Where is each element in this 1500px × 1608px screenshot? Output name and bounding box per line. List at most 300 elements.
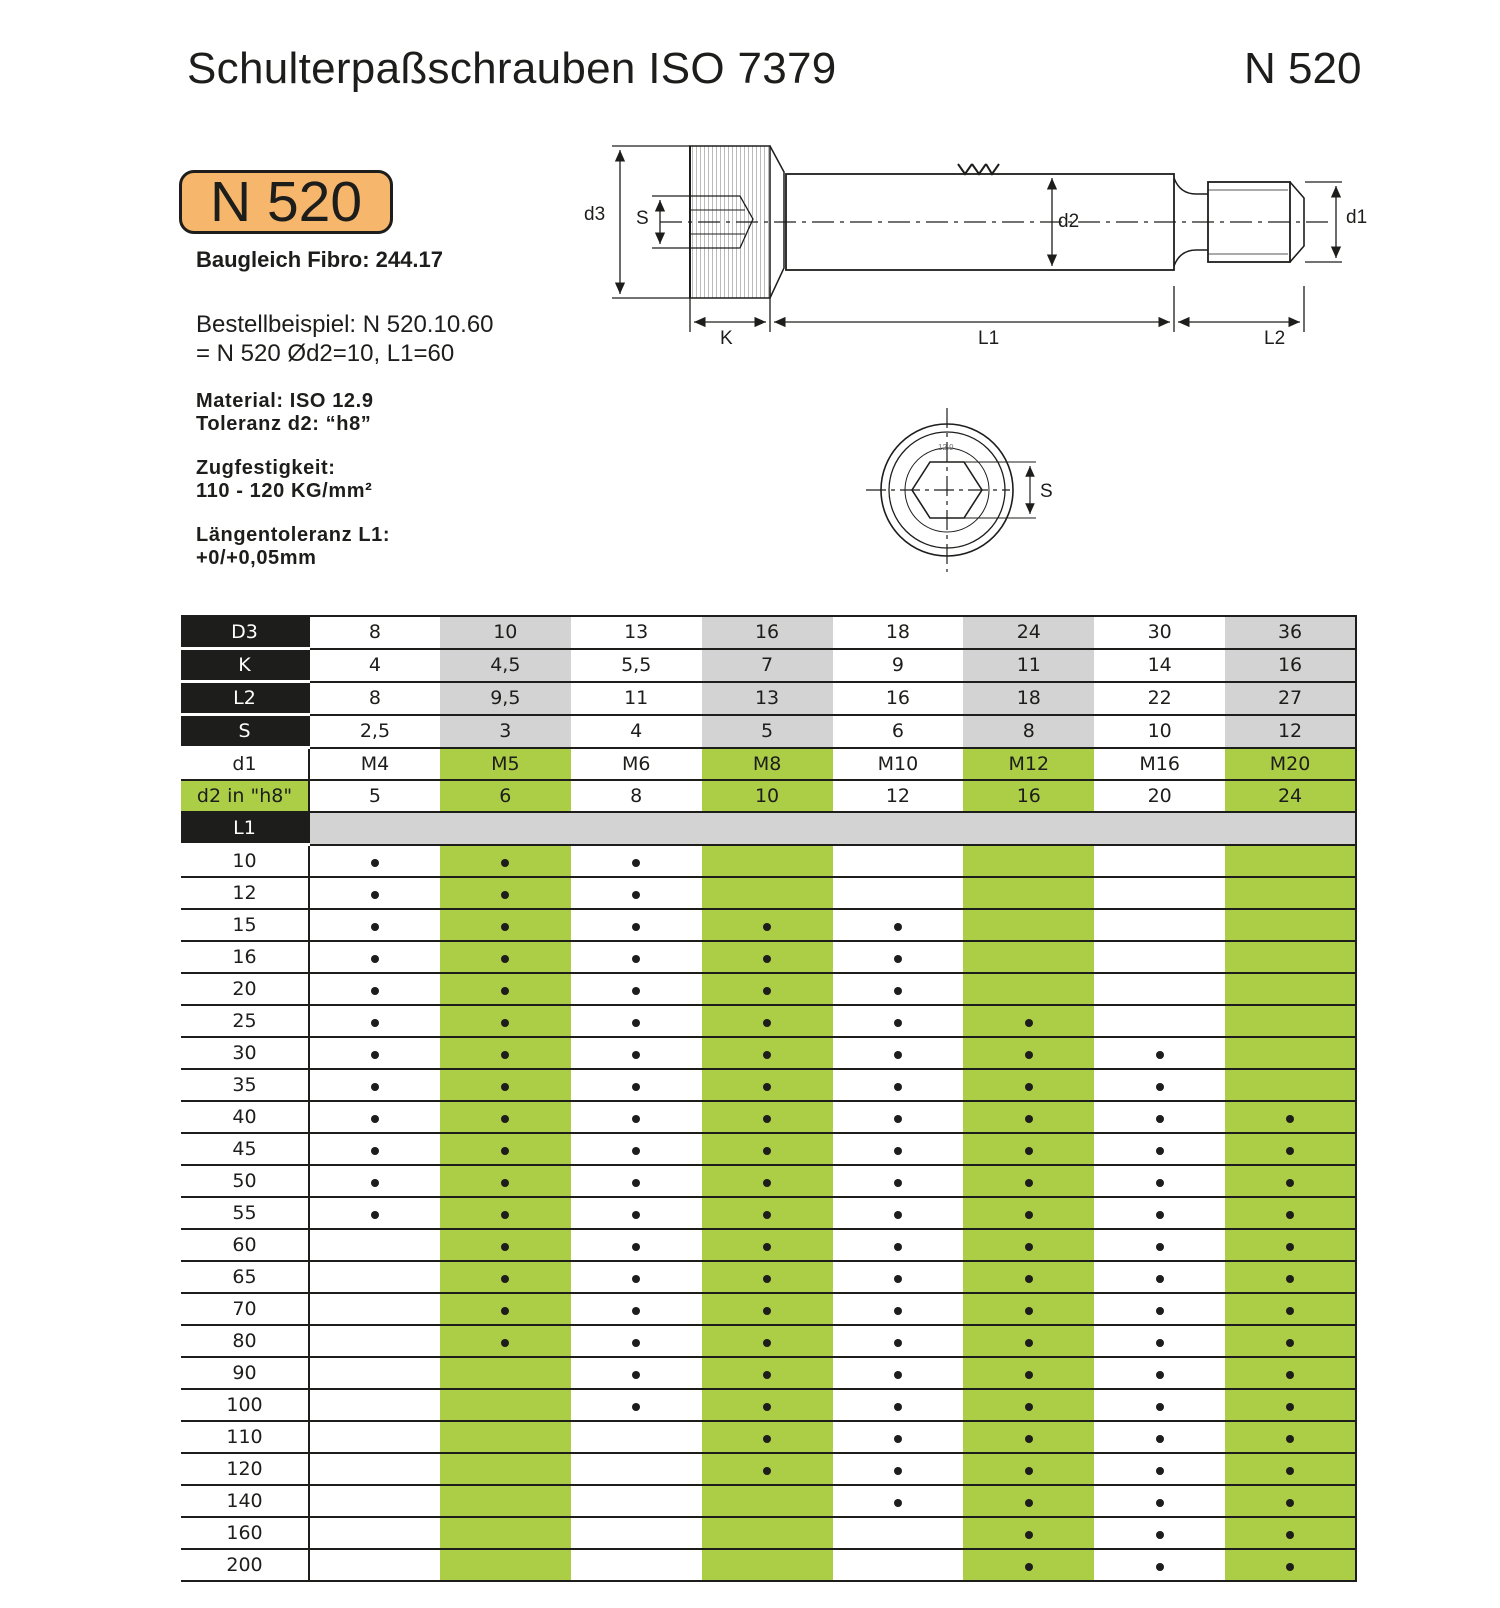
availability-dot	[1025, 1019, 1033, 1027]
dimension-row	[181, 715, 1356, 748]
availability-cell	[1094, 1325, 1225, 1357]
tolerance-text: Toleranz d2: “h8”	[196, 413, 372, 435]
k-label: K	[720, 328, 733, 349]
dimension-cell: 30	[1094, 616, 1225, 649]
dimension-cell: 8	[309, 682, 440, 715]
availability-dot	[1156, 1435, 1164, 1443]
availability-cell	[1094, 1389, 1225, 1421]
length-row	[181, 1389, 1356, 1421]
availability-dot	[1286, 1275, 1294, 1283]
dimension-cell: 4	[309, 649, 440, 682]
availability-dot	[763, 1211, 771, 1219]
availability-dot	[1156, 1563, 1164, 1571]
availability-dot	[1025, 1115, 1033, 1123]
availability-cell	[833, 1325, 964, 1357]
availability-cell	[702, 1261, 833, 1293]
availability-dot	[1156, 1467, 1164, 1475]
availability-dot	[632, 987, 640, 995]
product-badge: N 520	[179, 170, 393, 234]
size-table	[181, 615, 1357, 1582]
availability-cell	[440, 1037, 571, 1069]
dimension-cell: M12	[963, 748, 1094, 781]
availability-cell	[833, 1453, 964, 1485]
length-row	[181, 1357, 1356, 1389]
availability-cell	[309, 1229, 440, 1261]
availability-cell	[1225, 1293, 1356, 1325]
availability-dot	[1156, 1531, 1164, 1539]
dimension-cell: 5	[309, 780, 440, 812]
availability-cell	[440, 1101, 571, 1133]
availability-cell	[1094, 1485, 1225, 1517]
l1-header-row	[181, 812, 1356, 845]
availability-cell	[702, 1101, 833, 1133]
availability-dot	[763, 1339, 771, 1347]
dimension-cell: 5	[702, 715, 833, 748]
availability-dot	[501, 1115, 509, 1123]
availability-cell	[440, 1485, 571, 1517]
availability-cell	[1094, 973, 1225, 1005]
dimension-row	[181, 649, 1356, 682]
availability-cell	[440, 1517, 571, 1549]
availability-cell	[833, 877, 964, 909]
availability-dot	[632, 1115, 640, 1123]
availability-cell	[571, 1037, 702, 1069]
availability-cell	[571, 1421, 702, 1453]
availability-dot	[1156, 1243, 1164, 1251]
availability-cell	[963, 1069, 1094, 1101]
availability-dot	[1156, 1179, 1164, 1187]
availability-dot	[501, 1243, 509, 1251]
availability-cell	[1225, 909, 1356, 941]
availability-dot	[632, 1307, 640, 1315]
availability-dot	[1156, 1211, 1164, 1219]
availability-dot	[1156, 1275, 1164, 1283]
length-row	[181, 1005, 1356, 1037]
dimension-cell: 36	[1225, 616, 1356, 649]
length-row	[181, 1421, 1356, 1453]
availability-dot	[1156, 1147, 1164, 1155]
availability-cell	[309, 1069, 440, 1101]
availability-dot	[371, 891, 379, 899]
length-value: 100	[181, 1389, 309, 1421]
availability-dot	[1156, 1371, 1164, 1379]
dimension-cell: 13	[571, 616, 702, 649]
dimension-cell: M16	[1094, 748, 1225, 781]
availability-cell	[1094, 1165, 1225, 1197]
availability-dot	[1286, 1147, 1294, 1155]
availability-cell	[309, 1517, 440, 1549]
availability-cell	[309, 909, 440, 941]
availability-cell	[702, 909, 833, 941]
availability-cell	[440, 1005, 571, 1037]
availability-dot	[1286, 1243, 1294, 1251]
availability-cell	[440, 1165, 571, 1197]
availability-cell	[1225, 1229, 1356, 1261]
length-row	[181, 1517, 1356, 1549]
availability-cell	[1094, 1453, 1225, 1485]
availability-dot	[763, 1243, 771, 1251]
length-row	[181, 1037, 1356, 1069]
availability-cell	[440, 1293, 571, 1325]
length-row	[181, 1453, 1356, 1485]
availability-cell	[571, 1453, 702, 1485]
compatibility-note: Baugleich Fibro: 244.17	[196, 247, 443, 272]
availability-dot	[763, 1371, 771, 1379]
availability-cell	[1225, 1357, 1356, 1389]
length-value: 10	[181, 845, 309, 878]
availability-dot	[371, 955, 379, 963]
l1-header-band	[309, 812, 1356, 845]
length-value: 90	[181, 1357, 309, 1389]
availability-dot	[894, 1147, 902, 1155]
availability-dot	[763, 955, 771, 963]
availability-dot	[894, 987, 902, 995]
availability-dot	[1025, 1339, 1033, 1347]
availability-cell	[309, 1421, 440, 1453]
dimension-cell: 12	[1225, 715, 1356, 748]
availability-dot	[894, 1371, 902, 1379]
dimension-cell: 9,5	[440, 682, 571, 715]
availability-dot	[501, 1147, 509, 1155]
product-code: N 520	[1244, 44, 1362, 93]
row-label: K	[181, 649, 309, 682]
availability-cell	[963, 1293, 1094, 1325]
availability-dot	[1156, 1339, 1164, 1347]
availability-dot	[763, 1467, 771, 1475]
size-table-body	[181, 616, 1356, 1581]
availability-dot	[894, 1499, 902, 1507]
availability-dot	[501, 1307, 509, 1315]
availability-cell	[833, 845, 964, 878]
availability-cell	[309, 1325, 440, 1357]
availability-cell	[702, 1005, 833, 1037]
availability-cell	[702, 1421, 833, 1453]
availability-dot	[894, 1179, 902, 1187]
availability-dot	[1156, 1115, 1164, 1123]
availability-dot	[1025, 1563, 1033, 1571]
availability-dot	[1025, 1083, 1033, 1091]
availability-cell	[1225, 1005, 1356, 1037]
availability-dot	[1025, 1147, 1033, 1155]
availability-cell	[963, 1389, 1094, 1421]
availability-cell	[1225, 1261, 1356, 1293]
availability-dot	[632, 1147, 640, 1155]
availability-cell	[1225, 1389, 1356, 1421]
availability-cell	[702, 973, 833, 1005]
availability-cell	[833, 1389, 964, 1421]
availability-dot	[763, 1083, 771, 1091]
availability-dot	[763, 1179, 771, 1187]
dimension-cell: M10	[833, 748, 964, 781]
availability-dot	[1286, 1339, 1294, 1347]
availability-dot	[371, 1019, 379, 1027]
availability-cell	[1094, 877, 1225, 909]
length-value: 45	[181, 1133, 309, 1165]
availability-cell	[1225, 845, 1356, 878]
availability-cell	[1225, 1485, 1356, 1517]
availability-dot	[894, 1115, 902, 1123]
availability-dot	[632, 1243, 640, 1251]
availability-cell	[309, 1165, 440, 1197]
availability-cell	[702, 1325, 833, 1357]
availability-cell	[1225, 1197, 1356, 1229]
availability-dot	[1025, 1179, 1033, 1187]
availability-cell	[440, 877, 571, 909]
availability-cell	[1094, 1197, 1225, 1229]
length-row	[181, 1069, 1356, 1101]
availability-cell	[833, 1197, 964, 1229]
availability-cell	[1094, 1037, 1225, 1069]
availability-dot	[371, 1083, 379, 1091]
availability-cell	[702, 1229, 833, 1261]
order-example-line2: = N 520 Ød2=10, L1=60	[196, 340, 455, 367]
availability-cell	[309, 1357, 440, 1389]
availability-cell	[309, 1101, 440, 1133]
availability-cell	[963, 1101, 1094, 1133]
availability-cell	[440, 1229, 571, 1261]
length-row	[181, 1293, 1356, 1325]
availability-cell	[963, 941, 1094, 973]
availability-cell	[702, 1037, 833, 1069]
availability-cell	[571, 1133, 702, 1165]
availability-dot	[632, 923, 640, 931]
dimension-cell: 27	[1225, 682, 1356, 715]
availability-cell	[309, 1261, 440, 1293]
availability-cell	[571, 1517, 702, 1549]
availability-dot	[501, 859, 509, 867]
availability-cell	[571, 1293, 702, 1325]
availability-cell	[571, 877, 702, 909]
availability-cell	[1225, 1453, 1356, 1485]
availability-cell	[440, 941, 571, 973]
availability-dot	[763, 1403, 771, 1411]
availability-dot	[1286, 1371, 1294, 1379]
length-value: 35	[181, 1069, 309, 1101]
d2-label: d2	[1058, 211, 1080, 232]
availability-dot	[632, 1403, 640, 1411]
dimension-cell: 16	[702, 616, 833, 649]
length-value: 65	[181, 1261, 309, 1293]
row-label: d2 in "h8"	[181, 780, 309, 812]
availability-dot	[894, 955, 902, 963]
availability-cell	[309, 1005, 440, 1037]
availability-cell	[963, 1453, 1094, 1485]
availability-cell	[571, 1069, 702, 1101]
dimension-cell: 24	[1225, 780, 1356, 812]
dimension-cell: 16	[1225, 649, 1356, 682]
availability-dot	[894, 1275, 902, 1283]
length-value: 160	[181, 1517, 309, 1549]
availability-dot	[371, 1115, 379, 1123]
availability-dot	[632, 1179, 640, 1187]
availability-dot	[501, 891, 509, 899]
availability-dot	[763, 1019, 771, 1027]
availability-cell	[702, 1069, 833, 1101]
availability-cell	[702, 1485, 833, 1517]
availability-cell	[571, 1357, 702, 1389]
length-row	[181, 1325, 1356, 1357]
s-label: S	[636, 208, 649, 229]
availability-dot	[894, 1307, 902, 1315]
availability-cell	[571, 1389, 702, 1421]
availability-cell	[963, 1485, 1094, 1517]
availability-dot	[1286, 1115, 1294, 1123]
availability-cell	[702, 877, 833, 909]
length-value: 40	[181, 1101, 309, 1133]
availability-cell	[440, 973, 571, 1005]
availability-dot	[894, 1051, 902, 1059]
availability-dot	[501, 1051, 509, 1059]
length-value: 80	[181, 1325, 309, 1357]
availability-cell	[833, 1165, 964, 1197]
availability-dot	[501, 1179, 509, 1187]
availability-dot	[632, 1339, 640, 1347]
availability-cell	[1094, 1261, 1225, 1293]
dimension-cell: 11	[963, 649, 1094, 682]
availability-cell	[963, 1549, 1094, 1581]
availability-dot	[371, 923, 379, 931]
length-row	[181, 1229, 1356, 1261]
d1-label: d1	[1346, 207, 1368, 228]
availability-cell	[702, 1133, 833, 1165]
availability-dot	[894, 1083, 902, 1091]
availability-dot	[501, 987, 509, 995]
availability-dot	[1025, 1499, 1033, 1507]
availability-dot	[1286, 1403, 1294, 1411]
availability-cell	[571, 1165, 702, 1197]
availability-cell	[309, 845, 440, 878]
dimension-cell: 10	[1094, 715, 1225, 748]
availability-cell	[1225, 1037, 1356, 1069]
availability-cell	[963, 1197, 1094, 1229]
availability-dot	[894, 1435, 902, 1443]
availability-dot	[632, 1051, 640, 1059]
dimension-cell: 7	[702, 649, 833, 682]
dimension-row	[181, 780, 1356, 812]
length-row	[181, 1165, 1356, 1197]
availability-dot	[1025, 1307, 1033, 1315]
availability-cell	[833, 1549, 964, 1581]
availability-cell	[440, 1549, 571, 1581]
availability-dot	[371, 987, 379, 995]
availability-dot	[501, 1083, 509, 1091]
dimension-row	[181, 748, 1356, 781]
length-value: 15	[181, 909, 309, 941]
availability-dot	[1025, 1403, 1033, 1411]
availability-cell	[963, 1325, 1094, 1357]
dimension-cell: 3	[440, 715, 571, 748]
availability-dot	[894, 1211, 902, 1219]
availability-cell	[833, 1069, 964, 1101]
availability-dot	[501, 1339, 509, 1347]
material-text: Material: ISO 12.9	[196, 390, 374, 412]
availability-dot	[1156, 1307, 1164, 1315]
length-value: 200	[181, 1549, 309, 1581]
availability-cell	[1094, 1229, 1225, 1261]
l1-header-label: L1	[181, 812, 309, 845]
availability-dot	[371, 859, 379, 867]
availability-dot	[894, 1467, 902, 1475]
length-row	[181, 973, 1356, 1005]
dimension-cell: 5,5	[571, 649, 702, 682]
availability-cell	[1094, 1133, 1225, 1165]
availability-cell	[702, 1549, 833, 1581]
length-value: 110	[181, 1421, 309, 1453]
l2-label: L2	[1264, 328, 1286, 349]
availability-dot	[763, 1147, 771, 1155]
availability-dot	[763, 1307, 771, 1315]
dimension-cell: 4,5	[440, 649, 571, 682]
length-value: 30	[181, 1037, 309, 1069]
availability-dot	[1286, 1435, 1294, 1443]
length-row	[181, 1261, 1356, 1293]
availability-cell	[309, 1389, 440, 1421]
length-value: 20	[181, 973, 309, 1005]
availability-cell	[702, 1517, 833, 1549]
dimension-cell: 18	[963, 682, 1094, 715]
availability-dot	[894, 1403, 902, 1411]
availability-cell	[440, 1421, 571, 1453]
availability-cell	[1094, 909, 1225, 941]
availability-cell	[833, 1293, 964, 1325]
availability-cell	[963, 973, 1094, 1005]
availability-cell	[702, 1293, 833, 1325]
dimension-cell: 14	[1094, 649, 1225, 682]
length-tolerance-label: Längentoleranz L1:	[196, 524, 391, 546]
strength-label: Zugfestigkeit:	[196, 457, 336, 479]
availability-cell	[571, 1549, 702, 1581]
availability-cell	[702, 1357, 833, 1389]
availability-cell	[702, 1453, 833, 1485]
length-row	[181, 845, 1356, 878]
length-row	[181, 1549, 1356, 1581]
availability-cell	[1094, 1005, 1225, 1037]
availability-cell	[702, 1197, 833, 1229]
strength-value: 110 - 120 KG/mm²	[196, 480, 373, 502]
length-value: 55	[181, 1197, 309, 1229]
availability-dot	[501, 1019, 509, 1027]
availability-dot	[371, 1147, 379, 1155]
row-label: S	[181, 715, 309, 748]
length-value: 50	[181, 1165, 309, 1197]
availability-dot	[632, 1275, 640, 1283]
availability-dot	[1025, 1275, 1033, 1283]
availability-cell	[571, 1485, 702, 1517]
dimension-cell: 22	[1094, 682, 1225, 715]
availability-cell	[963, 1261, 1094, 1293]
availability-dot	[1286, 1499, 1294, 1507]
availability-cell	[571, 909, 702, 941]
availability-dot	[1286, 1563, 1294, 1571]
availability-dot	[763, 987, 771, 995]
availability-cell	[309, 1485, 440, 1517]
availability-dot	[763, 1275, 771, 1283]
availability-cell	[833, 1421, 964, 1453]
availability-dot	[501, 923, 509, 931]
availability-dot	[632, 1211, 640, 1219]
dimension-cell: 11	[571, 682, 702, 715]
dimension-cell: 8	[571, 780, 702, 812]
availability-cell	[1225, 941, 1356, 973]
availability-dot	[501, 1275, 509, 1283]
availability-cell	[571, 941, 702, 973]
dimension-cell: 16	[963, 780, 1094, 812]
availability-cell	[1094, 1549, 1225, 1581]
dimension-cell: 18	[833, 616, 964, 649]
availability-cell	[309, 877, 440, 909]
dimension-cell: 12	[833, 780, 964, 812]
dimension-cell: M20	[1225, 748, 1356, 781]
